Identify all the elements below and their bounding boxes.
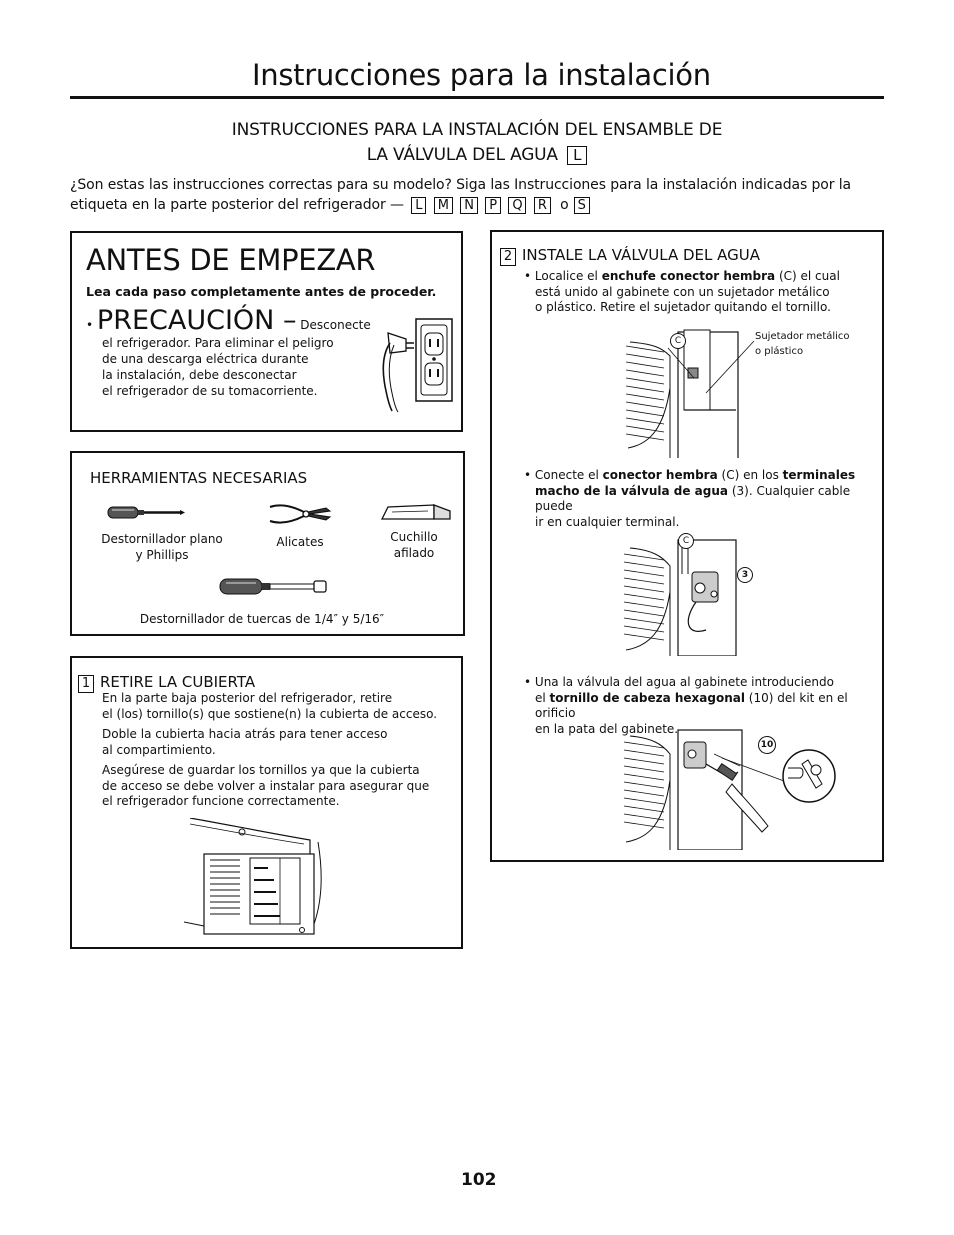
bullet3-line1: • Una la válvula del agua al gabinete introduciendo bbox=[524, 675, 834, 689]
model-code-last: S bbox=[574, 197, 590, 214]
model-code: L bbox=[411, 197, 426, 214]
step1-paragraph3 bbox=[102, 763, 452, 810]
page-title: Instrucciones para la instalación bbox=[252, 58, 711, 92]
step2-heading bbox=[500, 245, 760, 266]
step1-heading bbox=[78, 672, 255, 693]
step1-line: En la parte baja posterior del refrigerador, retire bbox=[102, 691, 393, 705]
fig1-callout bbox=[755, 329, 850, 359]
bullet2-line2 bbox=[524, 484, 874, 515]
step1-line: el refrigerador funcione correctamente. bbox=[102, 794, 340, 808]
bullet2-line3: ir en cualquier terminal. bbox=[535, 514, 680, 529]
section-heading-line2 bbox=[110, 143, 844, 168]
fig1-callout-line1: Sujetador metálico bbox=[755, 331, 850, 342]
bullet1-line2: está unido al gabinete con un sujetador metálico bbox=[535, 284, 830, 299]
pliers-label: Alicates bbox=[276, 535, 324, 549]
intro-paragraph bbox=[70, 175, 890, 215]
bullet-text: (10) del kit en el orificio bbox=[535, 690, 848, 720]
step2-bullet2 bbox=[524, 468, 874, 530]
model-code: P bbox=[485, 197, 501, 214]
knife-label-line: Cuchillo bbox=[390, 530, 438, 544]
step1-line: Asegúrese de guardar los tornillos ya que la cubierta bbox=[102, 763, 420, 777]
caution-bullet: • bbox=[86, 318, 94, 332]
bullet-text: (C) en los bbox=[721, 468, 779, 482]
step2-box bbox=[490, 230, 884, 862]
bullet-bold-text: terminales bbox=[782, 468, 856, 482]
model-code: N bbox=[460, 197, 478, 214]
bullet-bold-text: enchufe conector hembra bbox=[601, 269, 776, 283]
step1-line: el (los) tornillo(s) que sostiene(n) la cubierta de acceso. bbox=[102, 706, 438, 721]
screwdriver-label bbox=[94, 531, 230, 563]
step2-number: 2 bbox=[500, 248, 516, 266]
access-cover-illustration bbox=[184, 818, 334, 942]
fig3-label-10: 10 bbox=[758, 736, 776, 754]
step2-title: INSTALE LA VÁLVULA DEL AGUA bbox=[522, 246, 761, 264]
bullet3-line3: en la pata del gabinete. bbox=[535, 721, 679, 736]
caution-line: de una descarga eléctrica durante bbox=[102, 352, 309, 366]
step1-number: 1 bbox=[78, 675, 94, 693]
bullet-text: Conecte el bbox=[534, 468, 599, 482]
bullet-text: Una la válvula del agua al gabinete introduciendo bbox=[534, 675, 834, 689]
knife-label bbox=[372, 529, 456, 561]
bullet2-line1: • Conecte el conector hembra (C) en los terminales bbox=[524, 468, 856, 482]
knife-label-line: afilado bbox=[393, 546, 435, 560]
step2-bullet1 bbox=[524, 269, 869, 316]
model-or: o bbox=[560, 197, 569, 213]
pliers-icon bbox=[268, 501, 332, 527]
step1-box bbox=[70, 656, 463, 949]
section-heading bbox=[110, 118, 844, 168]
title-rule bbox=[70, 96, 884, 99]
model-code: R bbox=[534, 197, 551, 214]
section-heading-line1: INSTRUCCIONES PARA LA INSTALACIÓN DEL ENSAMBLE DE bbox=[231, 120, 723, 140]
fig2-label-3: 3 bbox=[737, 567, 753, 583]
valve-connector-figure bbox=[622, 532, 742, 656]
fig1-callout-line bbox=[692, 337, 762, 397]
bullet-text: (C) el cual bbox=[778, 269, 840, 283]
bullet-text: (3). Cualquier cable puede bbox=[535, 483, 851, 513]
section-heading-code: L bbox=[567, 146, 587, 165]
page-number: 102 bbox=[461, 1170, 497, 1190]
antes-de-empezar-box bbox=[70, 231, 463, 432]
screwdriver-icon bbox=[106, 503, 186, 523]
tools-title: HERRAMIENTAS NECESARIAS bbox=[90, 469, 308, 487]
screwdriver-label-line: y Phillips bbox=[135, 548, 189, 562]
step1-line: al compartimiento. bbox=[102, 742, 216, 757]
section-heading-text: LA VÁLVULA DEL AGUA bbox=[366, 145, 558, 165]
bullet1-line3: o plástico. Retire el sujetador quitando el tornillo. bbox=[535, 300, 831, 314]
step1-paragraph2 bbox=[102, 727, 452, 758]
bullet3-line2 bbox=[524, 691, 874, 722]
fig1-callout-line2: o plástico bbox=[755, 346, 804, 357]
caution-body bbox=[102, 335, 352, 399]
knife-icon bbox=[378, 501, 452, 523]
fig2-label-c: C bbox=[678, 533, 694, 549]
caution-line: la instalación, debe desconectar bbox=[102, 368, 297, 382]
step1-line: de acceso se debe volver a instalar para asegurar que bbox=[102, 778, 430, 793]
model-code: Q bbox=[508, 197, 526, 214]
caution-word: PRECAUCIÓN – bbox=[96, 305, 297, 336]
antes-subtitle: Lea cada paso completamente antes de proceder. bbox=[86, 284, 437, 299]
caution-line: el refrigerador. Para eliminar el peligro bbox=[102, 336, 334, 350]
bullet-bold-text: conector hembra bbox=[602, 468, 718, 482]
bullet-bold-text: tornillo de cabeza hexagonal bbox=[549, 690, 745, 705]
step1-paragraph1 bbox=[102, 691, 452, 722]
step1-line: Doble la cubierta hacia atrás para tener acceso bbox=[102, 727, 388, 741]
fig1-label-c: C bbox=[670, 333, 686, 349]
bullet1-line1: • Localice el enchufe conector hembra (C) el cual bbox=[524, 269, 840, 283]
screwdriver-label-line: Destornillador plano bbox=[101, 532, 223, 546]
outlet-plug-illustration bbox=[378, 313, 458, 413]
nut-driver-icon bbox=[218, 575, 330, 599]
valve-screw-figure bbox=[622, 724, 844, 850]
bullet-bold-text: macho de la válvula de agua bbox=[535, 483, 728, 498]
tools-box bbox=[70, 451, 465, 636]
bullet-text: Localice el bbox=[534, 269, 598, 283]
antes-title: ANTES DE EMPEZAR bbox=[86, 243, 376, 277]
caution-lead: Desconecte bbox=[300, 318, 371, 332]
model-code: M bbox=[434, 197, 453, 214]
bullet-text: el bbox=[535, 690, 546, 705]
caution-line: el refrigerador de su tomacorriente. bbox=[102, 384, 318, 398]
caution-heading bbox=[86, 305, 371, 336]
step1-title: RETIRE LA CUBIERTA bbox=[100, 673, 256, 691]
intro-text: ¿Son estas las instrucciones correctas para su modelo? Siga las Instrucciones para la instalación indicadas por la etiqueta en la parte posterior del refrigerador — bbox=[70, 177, 852, 213]
nut-driver-label: Destornillador de tuercas de 1/4″ y 5/16″ bbox=[139, 612, 385, 626]
